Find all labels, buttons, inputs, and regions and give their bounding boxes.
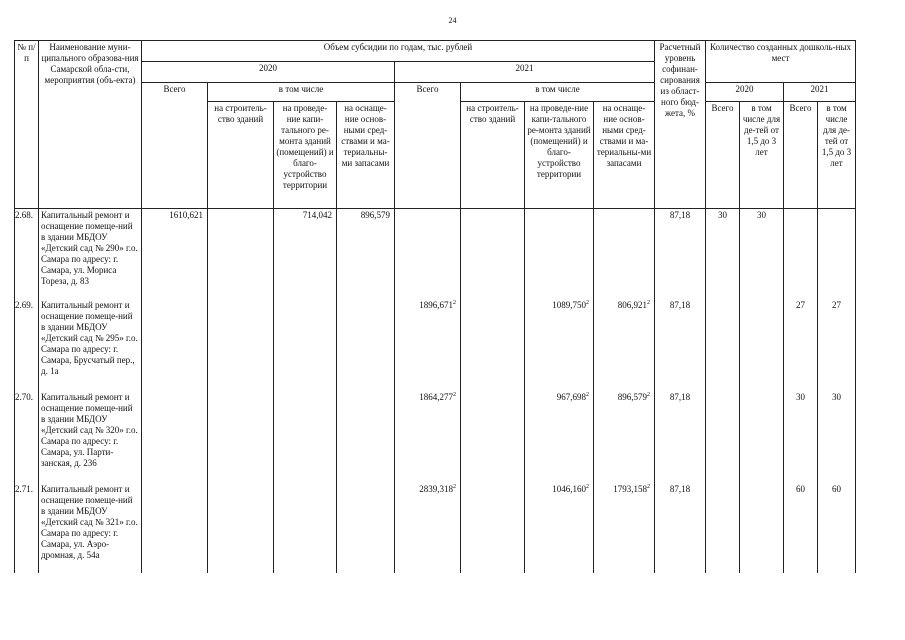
value: 806,921: [617, 300, 647, 310]
row-name: Капитальный ремонт и оснащение помеще-ний в здании МБДОУ «Детский сад № 295» г.о. Самара по адресу: г. Самара, Брусчатый пер., д. 1а: [39, 299, 142, 391]
header-repair-2021: на проведе-ние капи-тального ре-монта зданий (помещений) и благо-устройство территории: [525, 102, 594, 209]
cell-places-2020-total: [706, 483, 740, 573]
row-name: Капитальный ремонт и оснащение помеще-ний в здании МБДОУ «Детский сад № 320» г.о. Самара по адресу: г. Самара, ул. Парти-занская, д. 236: [39, 391, 142, 483]
cell-places-2021-incl: 30: [818, 391, 856, 483]
subsidy-table: [14, 40, 856, 573]
header-repair-2020: на проведе-ние капи-тального ре-монта зданий (помещений) и благо-устройство территории: [274, 102, 337, 209]
row-num: 2.70.: [15, 391, 39, 483]
cell-2021-total: [395, 299, 461, 391]
cell-2020-repair: 714,042: [274, 209, 337, 300]
cell-places-2020-total: 30: [706, 209, 740, 300]
cell-2020-total: [142, 483, 208, 573]
footnote-mark: 2: [647, 300, 650, 306]
cell-places-2021-incl: [818, 209, 856, 300]
cell-2020-construct: [208, 299, 274, 391]
cell-2020-construct: [208, 391, 274, 483]
cell-2021-construct: [461, 299, 525, 391]
value: 1089,750: [552, 300, 586, 310]
cell-2020-total: 1610,621: [142, 209, 208, 300]
header-construct-2020: на строитель-ство зданий: [208, 102, 274, 209]
cell-places-2020-total: [706, 299, 740, 391]
header-name: Наименование муни-ципального образова-ния Самарской обла-сти, мероприятия (объ-екта): [39, 41, 142, 209]
footnote-mark: 2: [453, 300, 456, 306]
header-places-total-2021: Всего: [784, 102, 818, 209]
footnote-mark: 2: [586, 300, 589, 306]
table-row: [15, 391, 856, 483]
cell-2020-equip: 896,579: [337, 209, 395, 300]
cell-2021-equip: [594, 391, 655, 483]
value: 1793,158: [613, 484, 647, 494]
value: 1896,671: [419, 300, 453, 310]
header-year-2020: 2020: [142, 62, 395, 83]
cell-2020-repair: [274, 483, 337, 573]
cell-2020-repair: [274, 391, 337, 483]
footnote-mark: 2: [647, 392, 650, 398]
header-places-year-2020: 2020: [706, 83, 784, 102]
cell-2021-repair: [525, 299, 594, 391]
cell-places-2021-incl: 60: [818, 483, 856, 573]
header-total-2021: Всего: [395, 83, 461, 209]
header-num: № п/п: [15, 41, 39, 209]
cell-2021-total: [395, 209, 461, 300]
header-equip-2020: на оснаще-ние основ-ными сред-ствами и ма-териальны-ми запасами: [337, 102, 395, 209]
value: 2839,318: [419, 484, 453, 494]
cell-2021-construct: [461, 391, 525, 483]
cell-2020-construct: [208, 483, 274, 573]
cell-places-2021-total: 60: [784, 483, 818, 573]
footnote-mark: 2: [586, 484, 589, 490]
table-row: [15, 299, 856, 391]
cell-2021-repair: [525, 391, 594, 483]
cell-2020-equip: [337, 391, 395, 483]
footnote-mark: 2: [647, 484, 650, 490]
row-name: Капитальный ремонт и оснащение помеще-ний в здании МБДОУ «Детский сад № 321» г.о. Самара по адресу: г. Самара, ул. Аэро-дромная, д. 54а: [39, 483, 142, 573]
header-places: Количество созданных дошколь-ных мест: [706, 41, 856, 83]
value: 967,698: [556, 392, 586, 402]
header-incl-2020: в том числе: [208, 83, 395, 102]
cell-places-2021-incl: 27: [818, 299, 856, 391]
page-number: 24: [448, 16, 457, 25]
cell-places-2020-incl: 30: [740, 209, 784, 300]
cell-places-2020-incl: [740, 391, 784, 483]
row-num: 2.69.: [15, 299, 39, 391]
cell-2020-construct: [208, 209, 274, 300]
header-places-incl-2020: в том числе для де-тей от 1,5 до 3 лет: [740, 102, 784, 209]
header-places-year-2021: 2021: [784, 83, 856, 102]
header-places-incl-2021: в том числе для де-тей от 1,5 до 3 лет: [818, 102, 856, 209]
cell-rate: 87,18: [655, 391, 706, 483]
cell-2021-equip: [594, 209, 655, 300]
cell-2021-repair: [525, 483, 594, 573]
cell-places-2021-total: 30: [784, 391, 818, 483]
value: 1046,160: [552, 484, 586, 494]
header-total-2020: Всего: [142, 83, 208, 209]
header-places-total-2020: Всего: [706, 102, 740, 209]
footnote-mark: 2: [453, 392, 456, 398]
cell-2020-total: [142, 299, 208, 391]
cell-2020-equip: [337, 299, 395, 391]
cell-rate: 87,18: [655, 209, 706, 300]
footnote-mark: 2: [586, 392, 589, 398]
header-volume: Объем субсидии по годам, тыс. рублей: [142, 41, 655, 62]
cell-places-2020-total: [706, 391, 740, 483]
cell-2021-construct: [461, 483, 525, 573]
table-row: [15, 209, 856, 300]
value: 896,579: [617, 392, 647, 402]
row-num: 2.68.: [15, 209, 39, 300]
cell-2021-repair: [525, 209, 594, 300]
cell-2020-total: [142, 391, 208, 483]
header-incl-2021: в том числе: [461, 83, 655, 102]
cell-places-2020-incl: [740, 299, 784, 391]
cell-2020-equip: [337, 483, 395, 573]
cell-2021-construct: [461, 209, 525, 300]
header-construct-2021: на строитель-ство зданий: [461, 102, 525, 209]
row-name: Капитальный ремонт и оснащение помеще-ний в здании МБДОУ «Детский сад № 290» г.о. Самара по адресу: г. Самара, ул. Мориса Тореза, д. 83: [39, 209, 142, 300]
cell-2021-total: [395, 483, 461, 573]
header-equip-2021: на оснаще-ние основ-ными сред-ствами и ма-териальны-ми запасами: [594, 102, 655, 209]
cell-2021-total: [395, 391, 461, 483]
row-num: 2.71.: [15, 483, 39, 573]
cell-2021-equip: [594, 483, 655, 573]
cell-rate: 87,18: [655, 483, 706, 573]
footnote-mark: 2: [453, 484, 456, 490]
cell-places-2021-total: 27: [784, 299, 818, 391]
cell-2021-equip: [594, 299, 655, 391]
header-year-2021: 2021: [395, 62, 655, 83]
cell-2020-repair: [274, 299, 337, 391]
cell-rate: 87,18: [655, 299, 706, 391]
cell-places-2021-total: [784, 209, 818, 300]
cell-places-2020-incl: [740, 483, 784, 573]
table-row: [15, 483, 856, 573]
value: 1864,277: [419, 392, 453, 402]
header-rate: Расчетный уровень софинан-сирования из област-ного бюд-жета, %: [655, 41, 706, 209]
